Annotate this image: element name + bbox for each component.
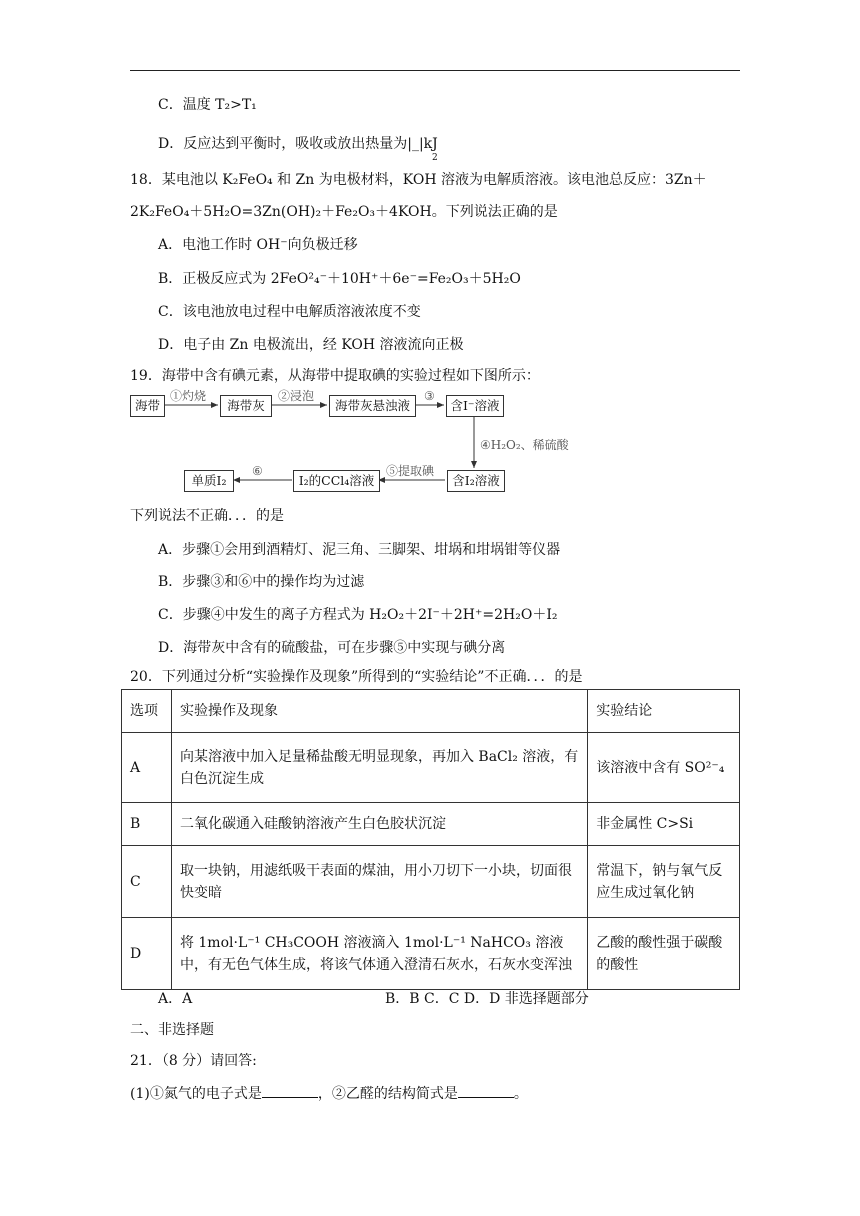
q20-answer-a: A．A	[158, 991, 193, 1007]
table-row	[122, 803, 740, 846]
q18-stem-line2: 2K₂FeO₄＋5H₂O=3Zn(OH)₂＋Fe₂O₃＋4KOH。下列说法正确的是	[130, 204, 558, 220]
flow-box-iodine-ccl4: I₂的CCl₄溶液	[293, 470, 380, 492]
flow-box-elemental-iodine: 单质I₂	[184, 470, 234, 492]
q18-option-c: C．该电池放电过程中电解质溶液浓度不变	[158, 304, 421, 320]
row-option: B	[122, 803, 172, 846]
answer-blank-1[interactable]	[262, 1083, 318, 1098]
flow-box-kelp: 海带	[130, 395, 165, 417]
q18-option-a: A．电池工作时 OH⁻向负极迁移	[158, 237, 358, 253]
flow-step-1: ①灼烧	[170, 389, 207, 403]
section-title-nonchoice: 二、非选择题	[130, 1022, 214, 1038]
q19-option-c: C．步骤④中发生的离子方程式为 H₂O₂＋2I⁻＋2H⁺=2H₂O＋I₂	[158, 607, 558, 623]
q19-stem: 19．海带中含有碘元素，从海带中提取碘的实验过程如下图所示：	[130, 368, 540, 384]
q17-option-d-denominator: 2	[432, 153, 438, 163]
table-row	[122, 846, 740, 918]
flow-box-kelp-ash: 海带灰	[220, 395, 272, 417]
q18-option-b: B．正极反应式为 2FeO²₄⁻＋10H⁺＋6e⁻=Fe₂O₃＋5H₂O	[158, 271, 521, 287]
flow-box-iodide-solution: 含I⁻溶液	[446, 395, 504, 417]
q21-part1	[130, 1083, 528, 1104]
q19-option-b: B．步骤③和⑥中的操作均为过滤	[158, 574, 365, 590]
header-operation: 实验操作及现象	[171, 690, 587, 733]
q21-part1-b: ，②乙醛的结构简式是	[317, 1086, 458, 1102]
q18-stem-line1: 18．某电池以 K₂FeO₄ 和 Zn 为电极材料，KOH 溶液为电解质溶液。该电池总反应：3Zn＋	[130, 172, 707, 188]
q20-answer-bcd: B．B C．C D．D 非选择题部分	[385, 991, 589, 1007]
q19-option-d: D．海带灰中含有的硫酸盐，可在步骤⑤中实现与碘分离	[158, 640, 506, 656]
flow-step-3: ③	[424, 389, 435, 403]
q20-experiment-table	[121, 689, 740, 990]
flow-box-ash-suspension: 海带灰悬浊液	[329, 395, 416, 417]
q19-question: 下列说法不正确．．．的是	[130, 508, 284, 524]
answer-blank-2[interactable]	[458, 1083, 514, 1098]
q21-part1-a: (1)①氮气的电子式是	[130, 1086, 262, 1102]
flow-step-2: ②浸泡	[278, 389, 315, 403]
row-conclusion: 乙酸的酸性强于碳酸的酸性	[588, 918, 740, 990]
q20-stem: 20．下列通过分析“实验操作及现象”所得到的“实验结论”不正确．．．的是	[130, 669, 583, 685]
q21-part1-c: 。	[513, 1086, 528, 1102]
row-conclusion: 非金属性 C>Si	[588, 803, 740, 846]
row-operation: 二氧化碳通入硅酸钠溶液产生白色胶状沉淀	[171, 803, 587, 846]
flow-step-5: ⑤提取碘	[386, 464, 435, 478]
row-option: D	[122, 918, 172, 990]
row-option: A	[122, 733, 172, 803]
flow-step-4: ④H₂O₂、稀硫酸	[480, 438, 569, 452]
table-header-row	[122, 690, 740, 733]
q17-option-c: C．温度 T₂>T₁	[158, 97, 257, 113]
header-option: 选项	[122, 690, 172, 733]
q21-stem: 21．（8 分）请回答:	[130, 1053, 257, 1069]
q17-option-d: D．反应达到平衡时，吸收或放出热量为|_|kJ	[158, 136, 438, 152]
row-operation: 向某溶液中加入足量稀盐酸无明显现象，再加入 BaCl₂ 溶液，有白色沉淀生成	[171, 733, 587, 803]
flow-box-iodine-solution: 含I₂溶液	[447, 470, 505, 492]
row-conclusion: 常温下，钠与氧气反应生成过氧化钠	[588, 846, 740, 918]
row-option: C	[122, 846, 172, 918]
row-operation: 取一块钠，用滤纸吸干表面的煤油，用小刀切下一小块，切面很快变暗	[171, 846, 587, 918]
flow-step-6: ⑥	[252, 464, 263, 478]
table-row	[122, 733, 740, 803]
q18-option-d: D．电子由 Zn 电极流出，经 KOH 溶液流向正极	[158, 337, 464, 353]
row-operation: 将 1mol·L⁻¹ CH₃COOH 溶液滴入 1mol·L⁻¹ NaHCO₃ 溶液中，有无色气体生成，将该气体通入澄清石灰水，石灰水变浑浊	[171, 918, 587, 990]
row-conclusion: 该溶液中含有 SO²⁻₄	[588, 733, 740, 803]
table-row	[122, 918, 740, 990]
q19-option-a: A．步骤①会用到酒精灯、泥三角、三脚架、坩埚和坩埚钳等仪器	[158, 542, 561, 558]
header-conclusion: 实验结论	[588, 690, 740, 733]
